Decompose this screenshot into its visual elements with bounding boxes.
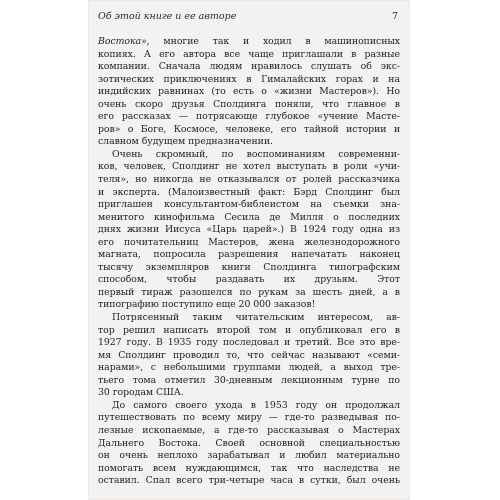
- text-line: путешествовать по всему миру — где-то разведывая по-: [98, 412, 400, 424]
- text-line: тьего тома отметил 30-дневным лекционным турне по: [98, 374, 400, 386]
- text-line: его почитательниц Мастеров, жена железнодорожного: [98, 236, 400, 248]
- book-page: [88, 0, 410, 500]
- text-line: Востока», многие так и ходил в машинописных: [98, 36, 400, 47]
- text-line: помогать всем нуждающимся, так что наследства не: [98, 462, 400, 474]
- text-line: Очень скромный, по воспоминаниям современни-: [112, 148, 400, 160]
- text-line: лезные ископаемые, а где-то рассказывая о Мастерах: [98, 424, 400, 436]
- text-line: его рассказах — потрясающе глубокое «учение Масте-: [98, 111, 400, 123]
- text-line: мя Сполдинг проводил то, что сейчас называют «семи-: [98, 349, 400, 361]
- text-line: Дальнего Востока. Своей основной специальностью: [98, 437, 400, 449]
- text-line: копиях. А его автора все чаще приглашали в разные: [98, 48, 400, 60]
- text-line: приглашен консультантом-библеистом на съемки зна-: [98, 199, 400, 211]
- text-line: и эксперта. (Малоизвестный факт: Бэрд Сполдинг был: [98, 186, 400, 198]
- text-line: славном будущем предназначении.: [98, 136, 273, 148]
- text-line: типографию поступило еще 20 000 заказов!: [98, 299, 316, 311]
- text-line: оставил. Спал всего три-четыре часа в сутки, был очень: [98, 475, 400, 487]
- text-line: ров» о Боге, Космосе, человеке, его тайной истории и: [98, 123, 400, 135]
- text-line: 1927 году. В 1935 году последовал и третий. Все это вре-: [98, 337, 400, 349]
- page-number: 7: [391, 11, 398, 22]
- text-line: зотических приключениях в Гималайских горах и на: [98, 73, 400, 85]
- text-line: способом, чтобы раздавать их друзьям. Этот: [98, 274, 400, 286]
- text-line: До самого своего ухода в 1953 году он продолжал: [112, 399, 400, 411]
- text-line: он очень неплохо зарабатывал и любил материально: [98, 450, 400, 462]
- text-line: 30 городам США.: [98, 387, 184, 399]
- text-line: магната, попросила разрешения напечатать наконец: [98, 249, 400, 261]
- text-line: Потрясенный таким читательским интересом, ав-: [112, 312, 400, 324]
- text-line: тор решил написать второй том и опубликовал его в: [98, 324, 400, 336]
- text-line: тысячу экземпляров книги Сполдинга типографским: [98, 261, 400, 273]
- text-line: первый тираж разошелся по рукам за шесть дней, а в: [98, 286, 400, 298]
- text-line: нарами», с небольшими группами людей, а выход тре-: [98, 362, 400, 374]
- body-text: [98, 36, 400, 488]
- text-line: компании. Сначала людям нравилось слушать об экс-: [98, 61, 400, 73]
- text-line: днях жизни Иисуса «Царь царей».) В 1924 году одна из: [98, 224, 400, 236]
- text-line: индийских равнинах (то есть о «жизни Мастеров»). Но: [98, 86, 400, 98]
- running-header: [98, 11, 398, 25]
- text-line: очень скоро друзья Сполдинга поняли, что главное в: [98, 98, 400, 110]
- text-line: менитого кинофильма Сесила де Милля о последних: [98, 211, 400, 223]
- running-title: Об этой книге и ее авторе: [98, 11, 237, 22]
- text-line: теля», но никогда не отказывался от ролей рассказчика: [98, 174, 400, 186]
- text-line: ков, человек, Сполдинг не хотел выступать в роли «учи-: [98, 161, 400, 173]
